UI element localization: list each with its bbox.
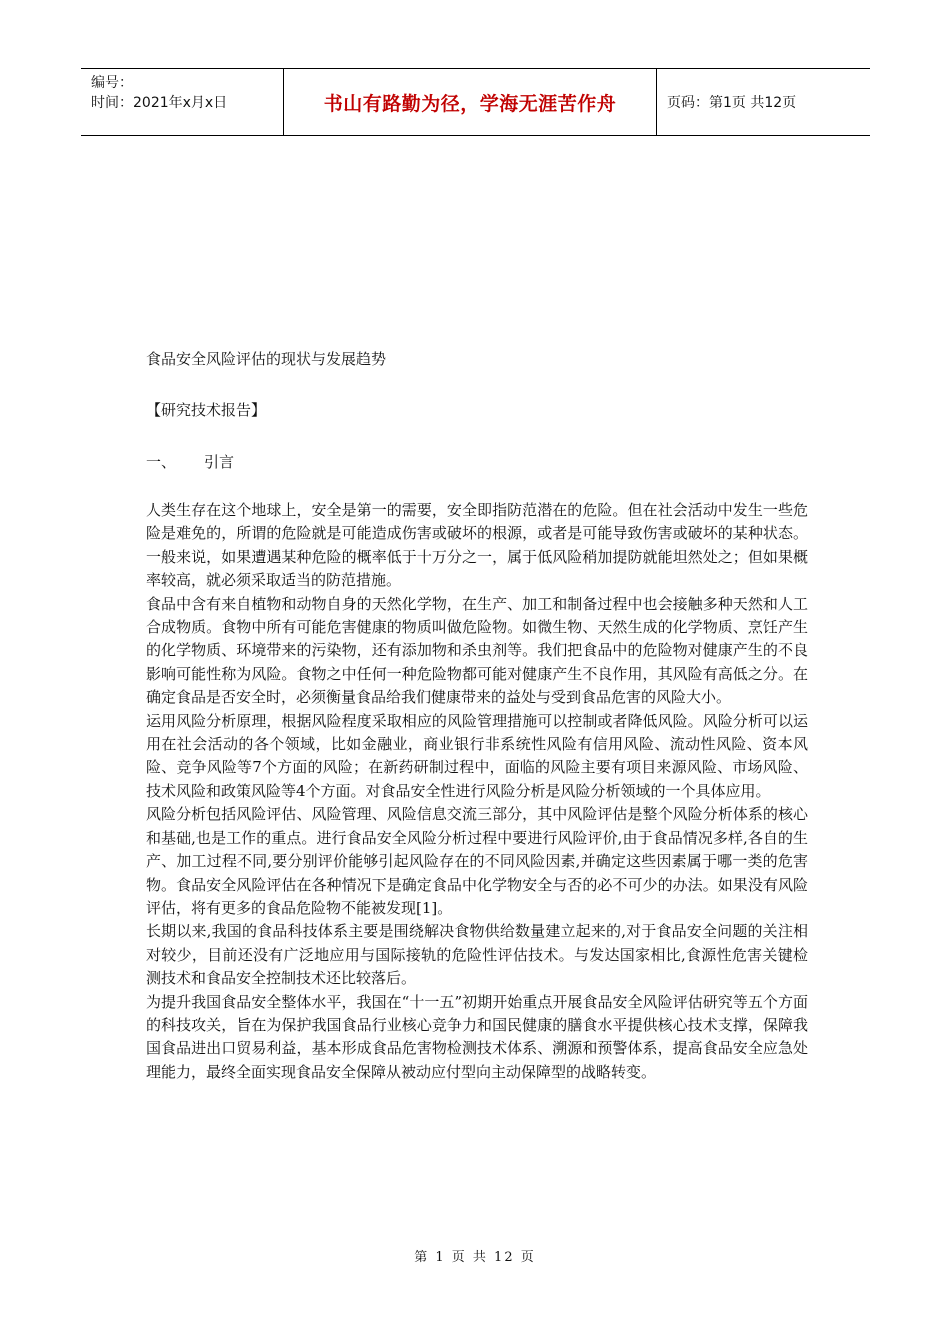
number-label: 编号：: [91, 75, 133, 91]
header-left-cell: [81, 69, 283, 135]
header-table: [81, 68, 870, 136]
paragraph: 食品中含有来自植物和动物自身的天然化学物，在生产、加工和制备过程中也会接触多种天然和人工合成物质。食物中所有可能危害健康的物质叫做危险物。如微生物、天然生成的化学物质、烹饪产生的化学物质、环境带来的污染物，还有添加物和杀虫剂等。我们把食品中的危险物对健康产生的不良影响可能性称为风险。食物之中任何一种危险物都可能对健康产生不良作用，其风险有高低之分。在确定食品是否安全时，必须衡量食品给我们健康带来的益处与受到食品危害的风险大小。: [146, 594, 808, 707]
date-label: 时间：2021年x月x日: [91, 95, 228, 111]
page-footer: 第 1 页 共 12 页: [414, 1250, 536, 1265]
header-motto-cell: [283, 69, 657, 135]
document-label: 【研究技术报告】: [146, 401, 267, 419]
motto-text: 书山有路勤为径，学海无涯苦作舟: [323, 92, 617, 115]
paragraph: 风险分析包括风险评估、风险管理、风险信息交流三部分，其中风险评估是整个风险分析体系的核心和基础,也是工作的重点。进行食品安全风险分析过程中要进行风险评价,由于食品情况多样,各自的生产、加工过程不同,要分别评价能够引起风险存在的不同风险因素,并确定这些因素属于哪一类的危害物。食品安全风险评估在各种情况下是确定食品中化学物安全与否的必不可少的办法。如果没有风险评估，将有更多的食品危险物不能被发现[1]。: [146, 805, 808, 917]
paragraph: 长期以来,我国的食品科技体系主要是围绕解决食物供给数量建立起来的,对于食品安全问题的关注相对较少，目前还没有广泛地应用与国际接轨的危险性评估技术。与发达国家相比,食源性危害关键检测技术和食品安全控制技术还比较落后。: [146, 922, 808, 988]
paragraph: 运用风险分析原理，根据风险程度采取相应的风险管理措施可以控制或者降低风险。风险分析可以运用在社会活动的各个领域，比如金融业，商业银行非系统性风险有信用风险、流动性风险、资本风险、竞争风险等7个方面的风险；在新药研制过程中，面临的风险主要有项目来源风险、市场风险、技术风险和政策风险等4个方面。对食品安全性进行风险分析是风险分析领域的一个具体应用。: [146, 711, 808, 800]
paragraph: 人类生存在这个地球上，安全是第一的需要，安全即指防范潜在的危险。但在社会活动中发生一些危险是难免的，所谓的危险就是可能造成伤害或破坏的根源，或者是可能导致伤害或破坏的某种状态。一般来说，如果遭遇某种危险的概率低于十万分之一，属于低风险稍加提防就能坦然处之；但如果概率较高，就必须采取适当的防范措施。: [146, 501, 808, 590]
header-page-code-cell: [657, 69, 870, 135]
section-number: 一、: [146, 453, 177, 471]
section-title: 引言: [204, 453, 235, 471]
body-text: [146, 499, 808, 1084]
page-code: 页码：第1页 共12页: [667, 95, 797, 111]
document-title: 食品安全风险评估的现状与发展趋势: [146, 350, 387, 368]
paragraph: 为提升我国食品安全整体水平，我国在“十一五”初期开始重点开展食品安全风险评估研究等五个方面的科技攻关，旨在为保护我国食品行业核心竞争力和国民健康的膳食水平提供核心技术支撑，保障我国食品进出口贸易利益，基本形成食品危害物检测技术体系、溯源和预警体系，提高食品安全应急处理能力，最终全面实现食品安全保障从被动应付型向主动保障型的战略转变。: [146, 992, 808, 1081]
section-heading: [146, 451, 234, 472]
